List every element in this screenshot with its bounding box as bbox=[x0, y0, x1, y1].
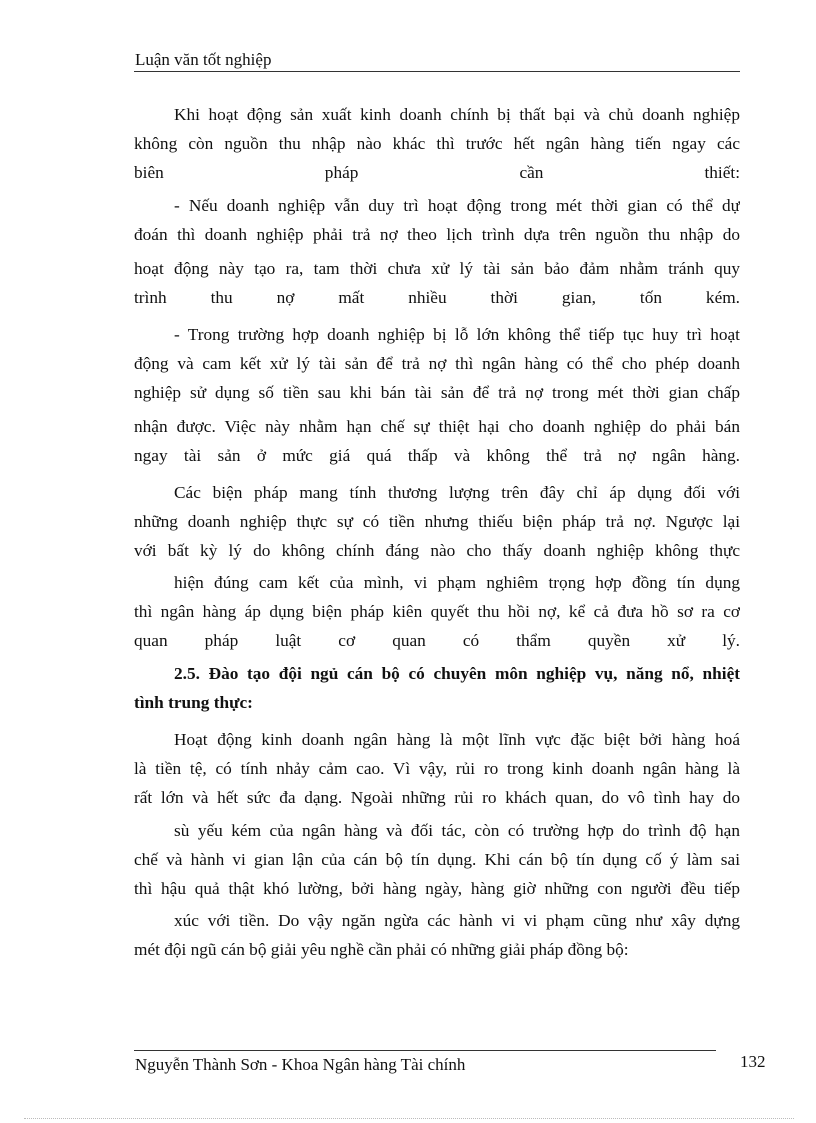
footer-rule bbox=[134, 1050, 716, 1051]
paragraph-block-7 bbox=[134, 906, 740, 964]
body-line: đoán thì doanh nghiệp phải trả nợ theo lịch trình dựa trên nguồn thu nhập do bbox=[134, 225, 740, 244]
paragraph-block-2 bbox=[134, 320, 740, 470]
header-rule bbox=[134, 71, 740, 72]
body-line: trình thu nợ mất nhiều thời gian, tốn kém. bbox=[134, 288, 740, 307]
body-line: nghiệp sử dụng số tiền sau khi bán tài sản để trả nợ trong mét thời gian chấp bbox=[134, 383, 740, 402]
body-line: mét đội ngũ cán bộ giải yêu nghề cần phải có những giải pháp đồng bộ: bbox=[134, 940, 629, 959]
body-line: Hoạt động kinh doanh ngân hàng là một lĩnh vực đặc biệt bởi hàng hoá bbox=[174, 730, 740, 749]
body-line: sù yếu kém của ngân hàng và đối tác, còn có trường hợp do trình độ hạn bbox=[174, 821, 740, 840]
paragraph-block-1 bbox=[134, 100, 740, 312]
body-line: là tiền tệ, có tính nhảy cảm cao. Vì vậy, rủi ro trong kinh doanh ngân hàng là bbox=[134, 759, 740, 778]
body-line: nhận được. Việc này nhằm hạn chế sự thiệt hại cho doanh nghiệp do phải bán bbox=[134, 417, 740, 436]
body-line: những doanh nghiệp thực sự có tiền nhưng thiếu biện pháp trả nợ. Ngược lại bbox=[134, 512, 740, 531]
page-header-title: Luận văn tốt nghiệp bbox=[135, 50, 272, 69]
section-heading bbox=[134, 659, 740, 717]
body-line: - Nếu doanh nghiệp vẫn duy trì hoạt động trong mét thời gian có thể dự bbox=[174, 196, 740, 215]
paragraph-block-6 bbox=[134, 816, 740, 903]
paragraph-block-3 bbox=[134, 478, 740, 565]
body-line: ngay tài sản ở mức giá quá thấp và không thể trả nợ ngân hàng. bbox=[134, 446, 740, 465]
body-line: hoạt động này tạo ra, tam thời chưa xử lý tài sản bảo đảm nhằm tránh quy bbox=[134, 259, 740, 278]
paragraph-block-5 bbox=[134, 725, 740, 812]
body-line: động và cam kết xử lý tài sản để trả nợ thì ngân hàng có thể cho phép doanh bbox=[134, 354, 740, 373]
body-line: không còn nguồn thu nhập nào khác thì trước hết ngân hàng tiến ngay các bbox=[134, 134, 740, 153]
body-line: thì ngân hàng áp dụng biện pháp kiên quyết thu hồi nợ, kể cả đưa hồ sơ ra cơ bbox=[134, 602, 740, 621]
body-line: - Trong trường hợp doanh nghiệp bị lỗ lớn không thể tiếp tục huy trì hoạt bbox=[174, 325, 740, 344]
body-line: thì hậu quả thật khó lường, bởi hàng ngày, hàng giờ những con người đều tiếp bbox=[134, 879, 740, 898]
heading-line: 2.5. Đào tạo đội ngủ cán bộ có chuyên môn nghiệp vụ, năng nổ, nhiệt bbox=[174, 664, 740, 683]
body-line: biên pháp cần thiết: bbox=[134, 163, 740, 182]
footer-author: Nguyễn Thành Sơn - Khoa Ngân hàng Tài chính bbox=[135, 1055, 466, 1074]
paragraph-block-4 bbox=[134, 568, 740, 655]
page-bottom-border bbox=[24, 1118, 794, 1119]
body-line: rất lớn và hết sức đa dạng. Ngoài những rủi ro khách quan, do vô tình hay do bbox=[134, 788, 740, 807]
page-number: 132 bbox=[740, 1052, 766, 1071]
body-line: với bất kỳ lý do không chính đáng nào cho thấy doanh nghiệp không thực bbox=[134, 541, 740, 560]
body-line: Các biện pháp mang tính thương lượng trên đây chỉ áp dụng đối với bbox=[174, 483, 740, 502]
heading-line: tình trung thực: bbox=[134, 693, 253, 712]
body-line: Khi hoạt động sản xuất kinh doanh chính bị thất bại và chủ doanh nghiệp bbox=[174, 105, 740, 124]
body-line: chế và hành vi gian lận của cán bộ tín dụng. Khi cán bộ tín dụng cố ý làm sai bbox=[134, 850, 740, 869]
body-line: xúc với tiền. Do vậy ngăn ngừa các hành vi vi phạm cũng như xây dựng bbox=[174, 911, 740, 930]
body-line: hiện đúng cam kết của mình, vi phạm nghiêm trọng hợp đồng tín dụng bbox=[174, 573, 740, 592]
body-line: quan pháp luật cơ quan có thẩm quyền xử lý. bbox=[134, 631, 740, 650]
